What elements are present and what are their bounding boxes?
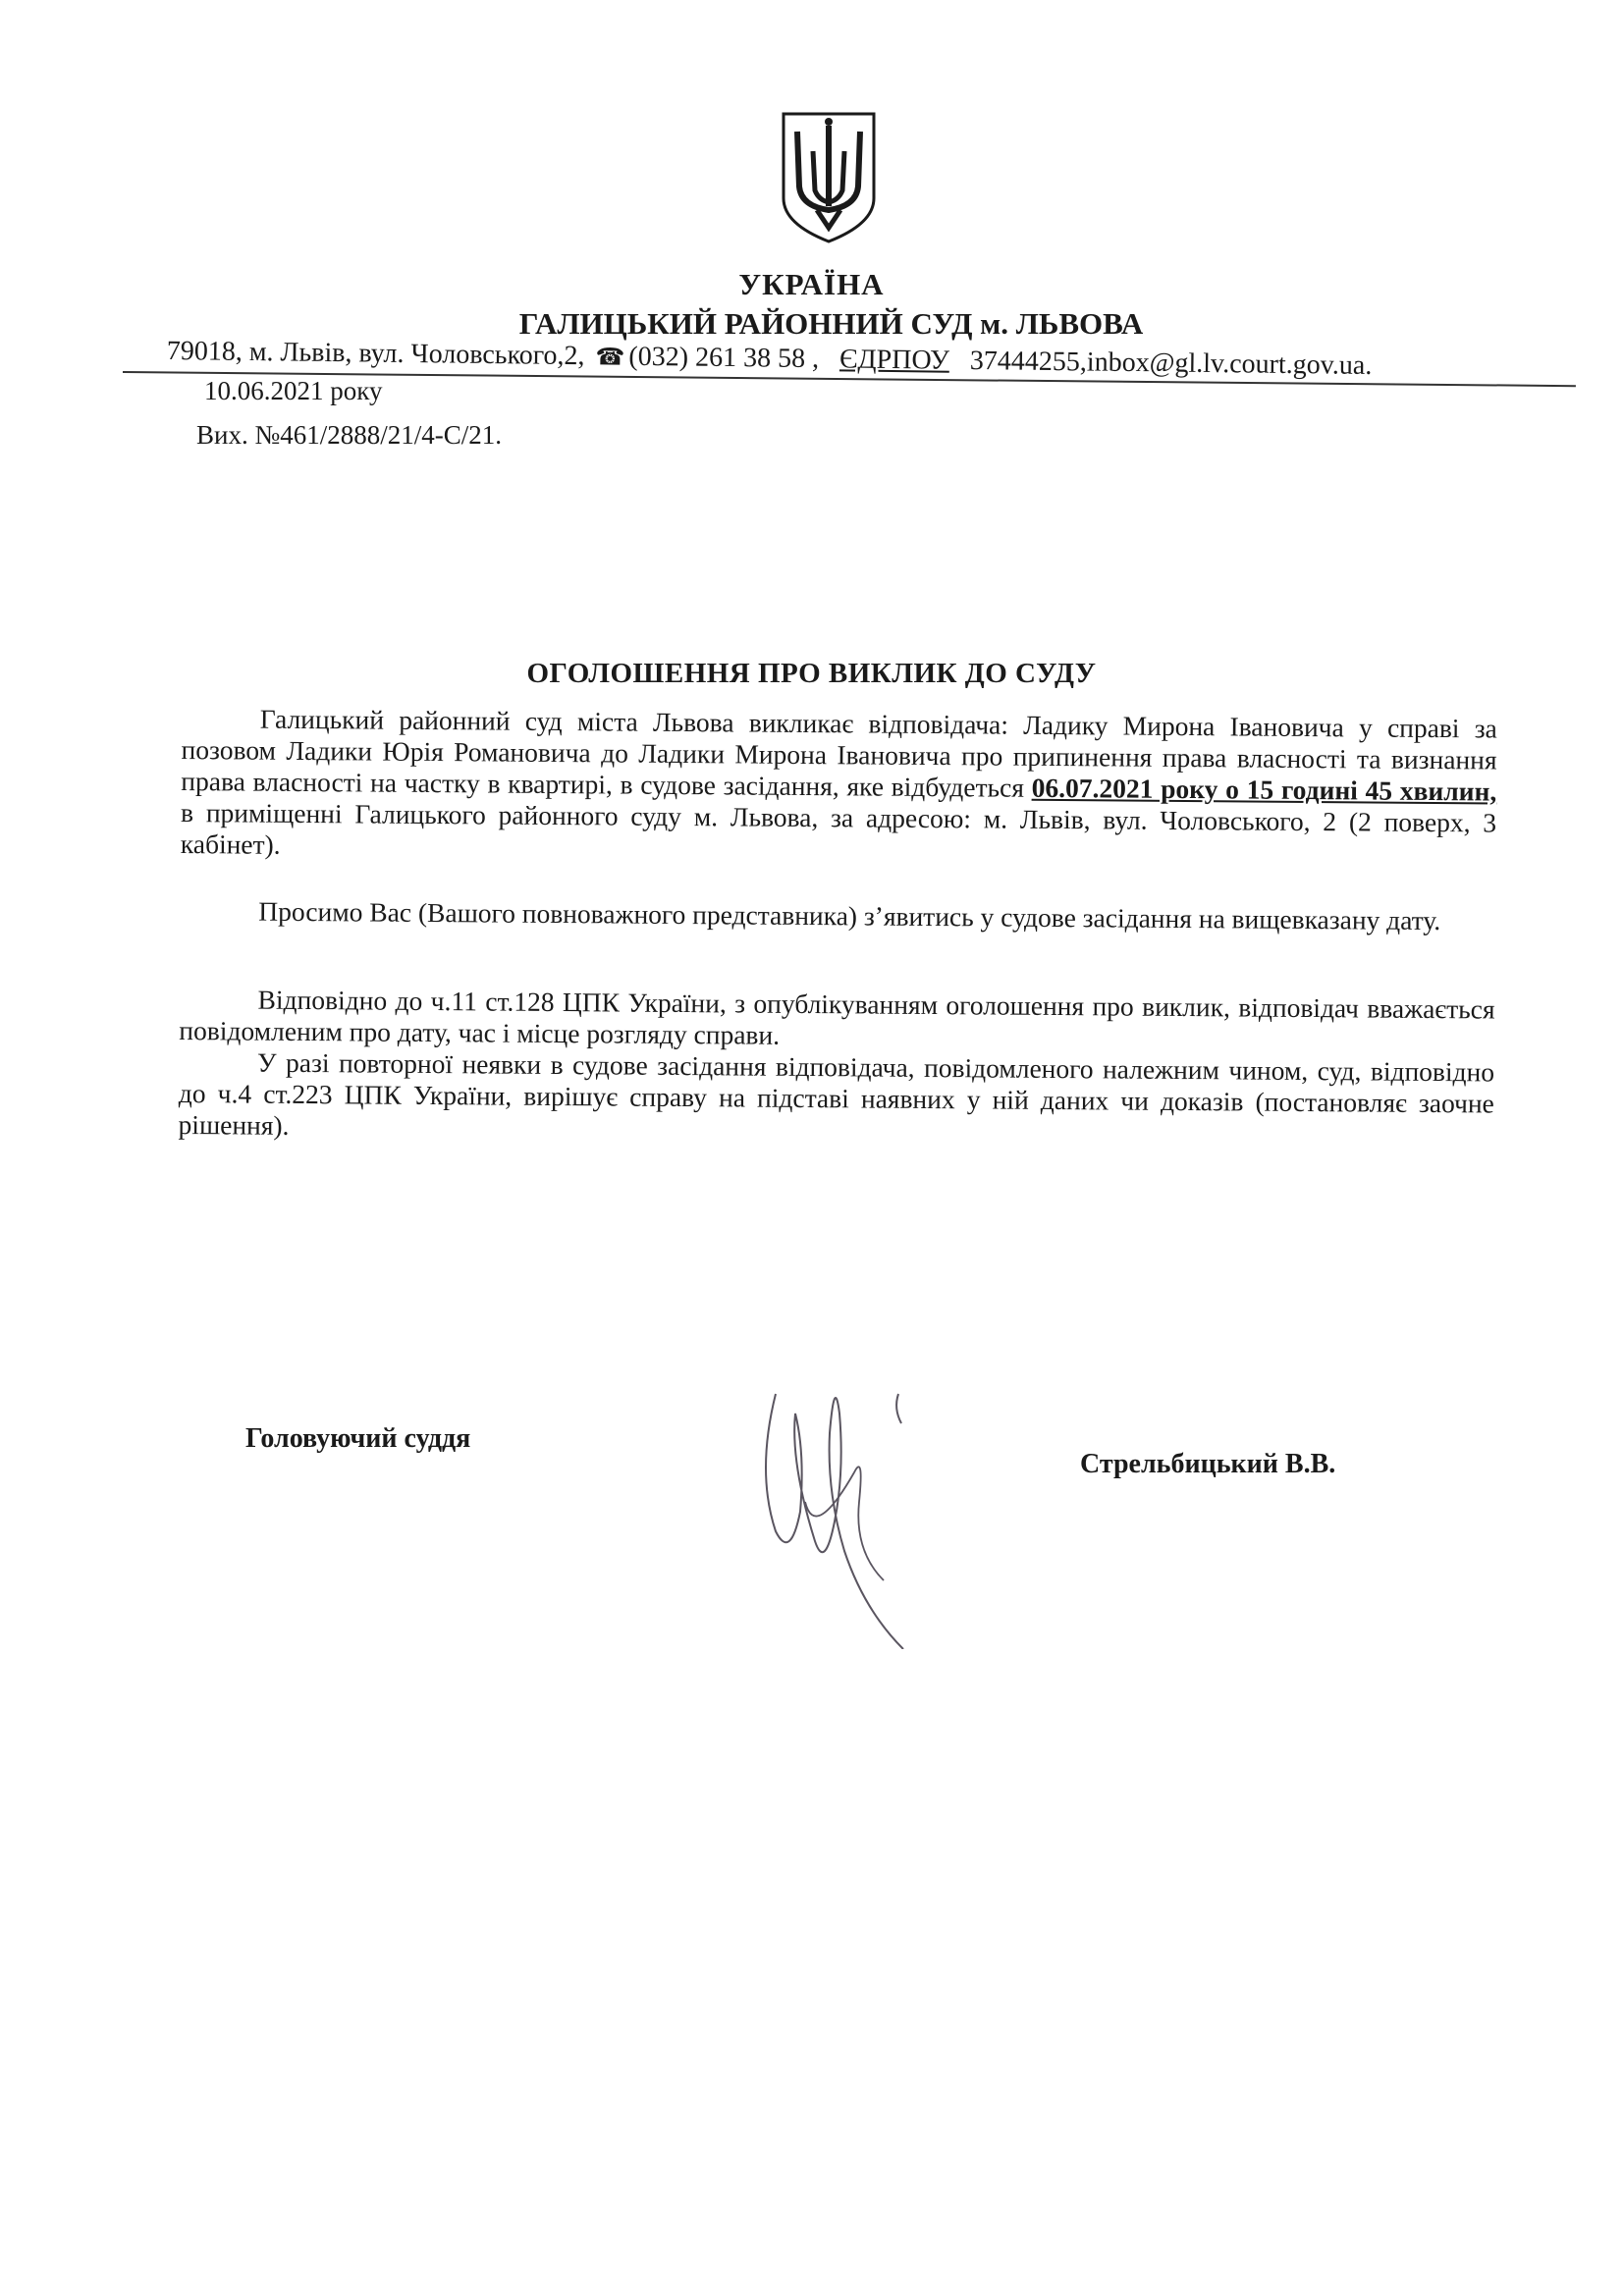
signatory-name: Стрельбицький В.В.: [1080, 1449, 1336, 1479]
signatory-role: Головуючий суддя: [245, 1423, 471, 1454]
body-paragraph-notice: Відповідно до ч.11 ст.128 ЦПК України, з опублікуванням оголошення про виклик, відповідач вважається повідомленим про дату, час і місце розгляду справи.: [179, 984, 1495, 1050]
edrpou-email: 37444255,inbox@gl.lv.court.gov.ua.: [969, 345, 1373, 381]
phone-icon: ☎: [595, 345, 625, 371]
document-title: ОГОЛОШЕННЯ ПРО ВИКЛИК ДО СУДУ: [526, 658, 1097, 689]
document-date: 10.06.2021 року: [204, 376, 383, 405]
outgoing-number: Вих. №461/2888/21/4-С/21.: [196, 420, 502, 450]
address-text: 79018, м. Львів, вул. Чоловського,2,: [166, 336, 585, 372]
coat-of-arms-icon: [778, 108, 880, 245]
phone-number: (032) 261 38 58 ,: [628, 341, 820, 375]
country-heading: УКРАЇНА: [738, 267, 885, 301]
body-paragraph-request: Просимо Вас (Вашого повноважного представника) з’явитись у судове засідання на вищевказану дату.: [258, 895, 1441, 936]
handwritten-signature: [746, 1355, 943, 1649]
hearing-datetime: 06.07.2021 року о 15 годині 45 хвилин,: [1031, 772, 1497, 807]
court-name-heading: ГАЛИЦЬКИЙ РАЙОННИЙ СУД м. ЛЬВОВА: [518, 306, 1144, 341]
edrpou-label: ЄДРПОУ: [839, 344, 950, 376]
document-body: [178, 703, 1496, 1151]
body-paragraph-summons: Галицький районний суд міста Львова викликає відповідача: Ладику Мирона Івановича у справі за позовом Ладики Юрія Романовича до Ладики Мирона Івановича про припинення права власності та визнання права власності на частку в квартирі, в судове засідання, яке відбудеться 06.07.2021 року о 15 годині 45 хвилин, в приміщенні Галицького районного суду м. Львова, за адресою: м. Львів, вул. Чоловського, 2 (2 поверх, 3 кабінет).: [180, 703, 1497, 860]
body-paragraph-absence: У разі повторної неявки в судове засідання відповідача, повідомленого належним чином, суд, відповідно до ч.4 ст.223 ЦПК України, вирішує справу на підставі наявних у ній даних чи доказів (постановляє заочне рішення).: [178, 1046, 1495, 1141]
